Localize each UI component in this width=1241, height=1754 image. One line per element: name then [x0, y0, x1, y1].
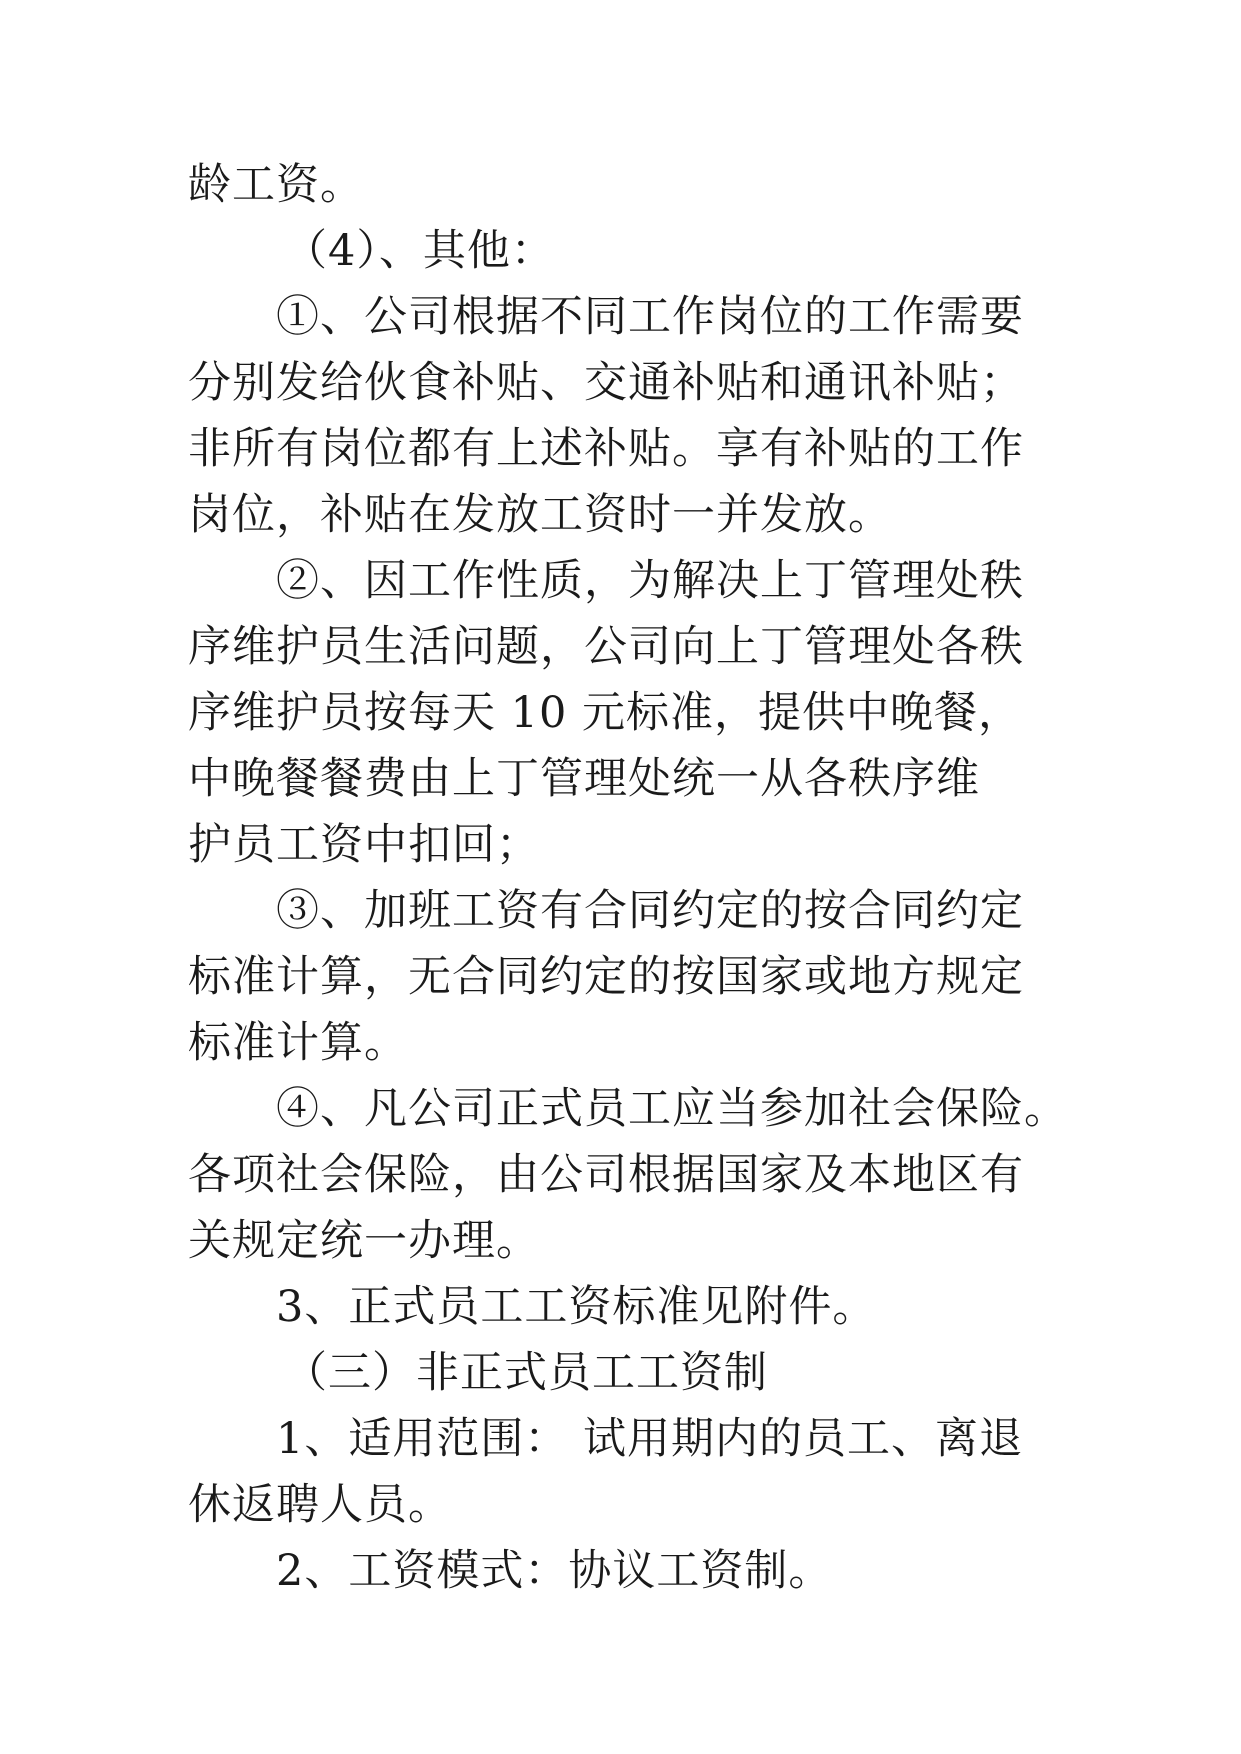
- text-line: 各项社会保险，由公司根据国家及本地区有: [188, 1150, 1024, 1200]
- text-line: ①、公司根据不同工作岗位的工作需要: [276, 292, 1024, 342]
- document-body: [188, 152, 1068, 1604]
- text-line: 休返聘人员。: [188, 1480, 452, 1530]
- text-line: 岗位，补贴在发放工资时一并发放。: [188, 490, 892, 540]
- text-line: 护员工资中扣回；: [188, 820, 540, 870]
- text-line: 分别发给伙食补贴、交通补贴和通讯补贴；: [188, 358, 1024, 408]
- text-line: 序维护员按每天 10 元标准，提供中晚餐，: [188, 688, 1023, 738]
- text-line: 标准计算，无合同约定的按国家或地方规定: [188, 952, 1024, 1002]
- text-line: 标准计算。: [188, 1018, 408, 1068]
- text-line: 2、工资模式：协议工资制。: [276, 1546, 833, 1596]
- text-line: 龄工资。: [188, 160, 364, 210]
- subsection-heading: （4）、其他：: [284, 226, 555, 276]
- text-line: ④、凡公司正式员工应当参加社会保险。: [276, 1084, 1068, 1134]
- text-line: 非所有岗位都有上述补贴。享有补贴的工作: [188, 424, 1024, 474]
- section-heading: （三）非正式员工工资制: [284, 1348, 768, 1398]
- text-line: 序维护员生活问题，公司向上丁管理处各秩: [188, 622, 1024, 672]
- text-line: 关规定统一办理。: [188, 1216, 540, 1266]
- text-line: ②、因工作性质，为解决上丁管理处秩: [276, 556, 1024, 606]
- text-line: ③、加班工资有合同约定的按合同约定: [276, 886, 1024, 936]
- text-line: 中晚餐餐费由上丁管理处统一从各秩序维: [188, 754, 980, 804]
- text-line: 3、正式员工工资标准见附件。: [276, 1282, 877, 1332]
- text-line: 1、适用范围： 试用期内的员工、离退: [276, 1414, 1024, 1464]
